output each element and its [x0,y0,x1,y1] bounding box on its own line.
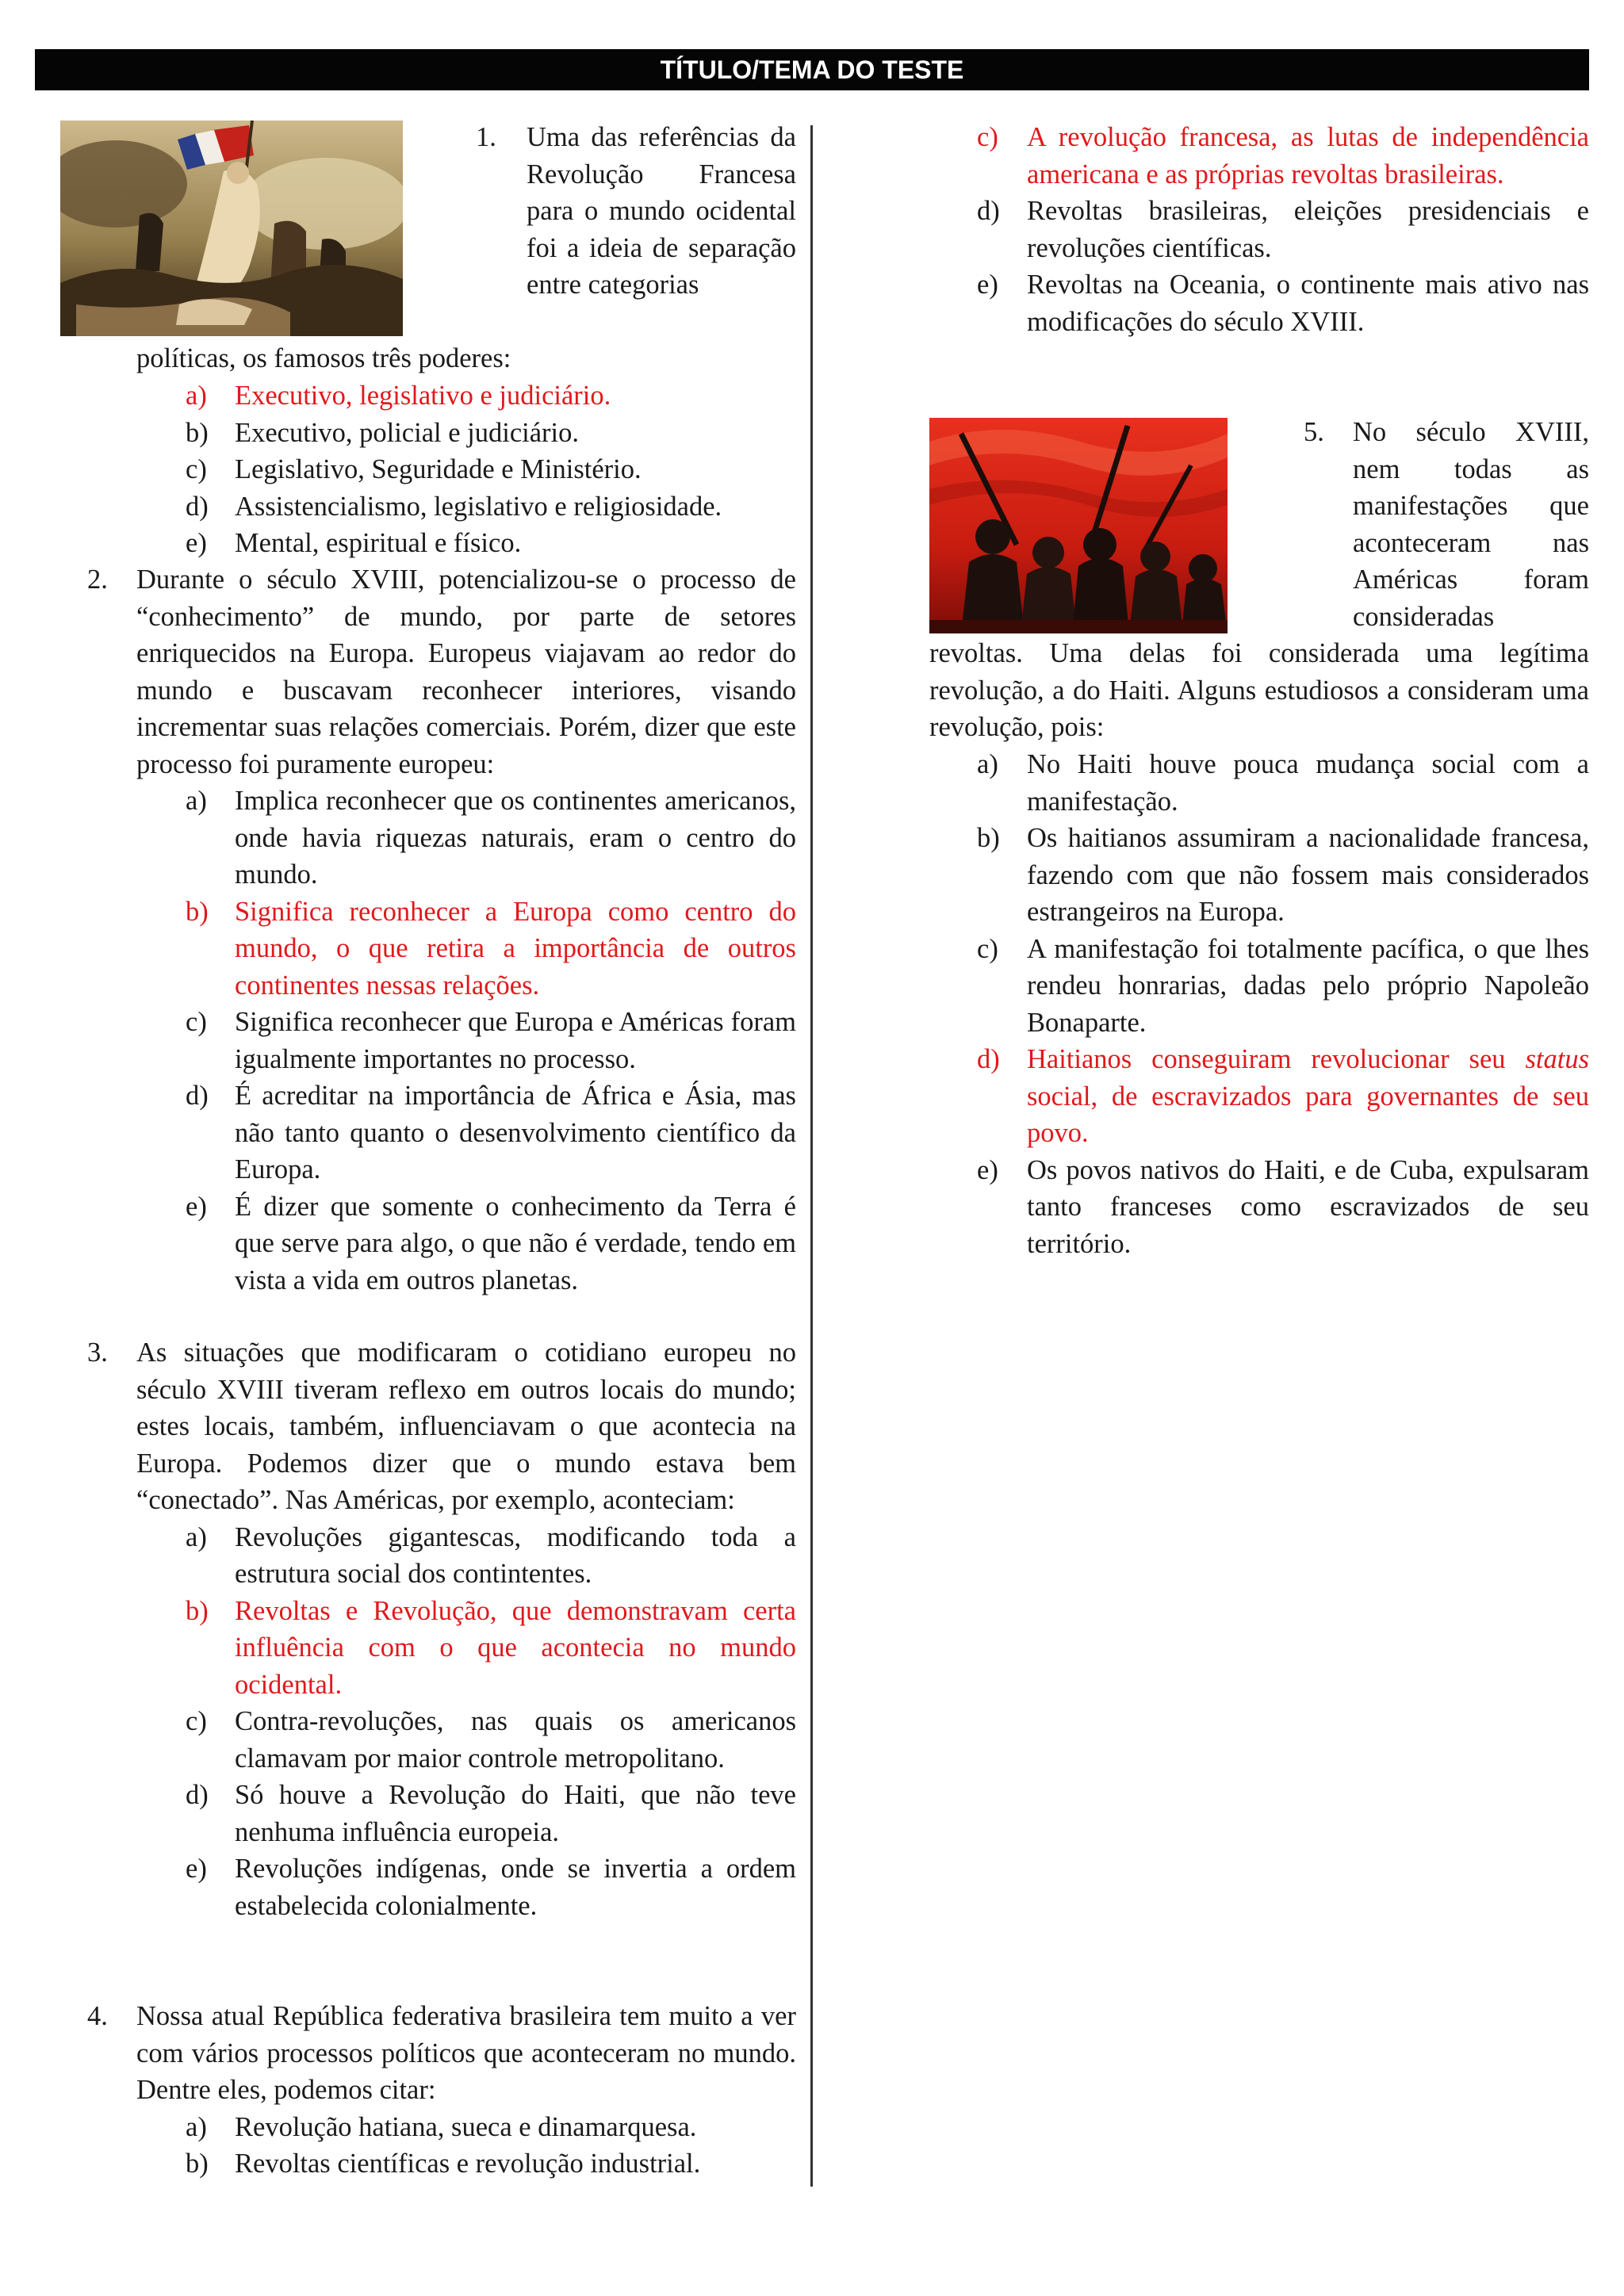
question-5-text-tail [929,635,1589,746]
page-title: TÍTULO/TEMA DO TESTE [660,55,964,84]
question-2-option-a [87,783,796,894]
question-1-number: 1. [476,122,496,152]
question-1-option-b [87,415,796,452]
option-letter: c) [186,1706,207,1736]
option-letter: a) [186,1521,207,1552]
question-1-options [87,377,796,562]
option-text: A manifestação foi totalmente pacífica, o que lhes rendeu honrarias, dadas pelo próprio Napoleão Bonaparte. [1027,933,1589,1038]
question-4-option-e [929,266,1589,340]
option-letter: e) [186,1191,207,1222]
question-4-continued [929,119,1589,340]
page-header [35,49,1589,90]
option-text: Executivo, policial e judiciário. [235,417,579,448]
question-1-text-tail [136,340,796,377]
question-4-stem [87,1998,796,2109]
question-2-option-c [87,1004,796,1077]
option-text: Assistencialismo, legislativo e religiosidade. [235,491,722,522]
option-letter: e) [977,1154,998,1185]
question-1-option-d [87,488,796,526]
question-2-option-d [87,1077,796,1188]
question-4-text: Nossa atual República federativa brasileira tem muito a ver com vários processos políticos que aconteceram no mundo. Dentre eles, podemos citar: [136,2001,796,2105]
option-text: Os haitianos assumiram a nacionalidade francesa, fazendo com que não fossem mais considerados estrangeiros na Europa. [1027,823,1589,927]
question-4-option-c [929,119,1589,193]
option-text: Revoltas e Revolução, que demonstravam certa influência com o que acontecia no mundo ocidental. [235,1595,796,1700]
question-2-option-b [87,894,796,1004]
option-letter: c) [186,1007,207,1037]
question-5-text-top [1353,414,1589,635]
question-3 [87,1334,796,1924]
option-text: No Haiti houve pouca mudança social com a manifestação. [1027,749,1589,817]
option-letter: c) [977,122,998,152]
option-letter: c) [977,933,998,964]
question-1-option-c [87,451,796,488]
question-5-text-part: revoltas. Uma delas foi considerada uma legítima revolução, a do Haiti. Alguns estudiosos a consideram uma revolução, pois: [929,638,1589,742]
option-letter: d) [186,1081,209,1111]
question-2-stem [87,561,796,783]
question-3-option-c [87,1703,796,1777]
question-5-text-part: No século XVIII, nem todas as manifestações que aconteceram nas Américas foram consideradas [1353,417,1589,632]
option-text: Revolução hatiana, sueca e dinamarquesa. [235,2111,697,2142]
question-3-option-b [87,1593,796,1704]
option-text: Revoluções gigantescas, modificando toda a estrutura social dos contintentes. [235,1521,796,1589]
question-4-number: 4. [87,2001,108,2031]
option-text: É acreditar na importância de África e Ásia, mas não tanto quanto o desenvolvimento científico da Europa. [235,1081,796,1184]
question-5-option-b [929,820,1589,931]
question-3-text: As situações que modificaram o cotidiano europeu no século XVIII tiveram reflexo em outros locais do mundo; estes locais, também, influenciavam o que acontecia na Europa. Podemos dizer que o mundo estava bem “conectado”. Nas Américas, por exemplo, aconteciam: [136,1337,796,1515]
option-text: Mental, espiritual e físico. [235,528,522,558]
question-4-option-d [929,193,1589,266]
option-text: Os povos nativos do Haiti, e de Cuba, expulsaram tanto franceses como escravizados de seu território. [1027,1154,1589,1259]
option-text: Executivo, legislativo e judiciário. [235,381,611,411]
question-3-option-d [87,1777,796,1850]
option-text: social, de escravizados para governantes de seu povo. [1027,1081,1589,1148]
option-letter: c) [186,454,207,484]
option-letter: d) [977,196,1000,226]
question-1-option-a [87,377,796,415]
option-letter: b) [186,2149,209,2179]
question-4-option-a [87,2109,796,2146]
option-text: Revoltas científicas e revolução industrial. [235,2149,701,2179]
option-letter: e) [977,270,998,300]
option-text: Significa reconhecer a Europa como centro do mundo, o que retira a importância de outros continentes nessas relações. [235,896,796,1001]
option-letter: b) [977,823,1000,853]
option-text: Legislativo, Seguridade e Ministério. [235,454,642,484]
option-text: Revoltas brasileiras, eleições presidenciais e revoluções científicas. [1027,196,1589,263]
question-2-option-e [87,1188,796,1299]
option-letter: e) [186,528,207,558]
option-letter: a) [186,2111,207,2142]
liberty-leading-painting [60,121,403,336]
option-letter: d) [977,1044,1000,1074]
question-4 [87,1998,796,2183]
question-2 [87,561,796,1299]
option-letter: b) [186,1595,209,1626]
option-letter: a) [186,381,207,411]
question-5-options [929,746,1589,1262]
option-text: Haitianos conseguiram revolucionar seu [1027,1044,1526,1074]
option-letter: a) [977,749,998,779]
question-5-number: 5. [1304,417,1324,447]
question-5-option-c [929,931,1589,1042]
question-2-text: Durante o século XVIII, potencializou-se o processo de “conhecimento” de mundo, por parte de setores enriquecidos na Europa. Europeus viajavam ao redor do mundo e buscavam reconhecer interiores, visando incrementar suas relações comerciais. Porém, dizer que este processo foi puramente europeu: [136,564,796,779]
option-text: Significa reconhecer que Europa e Américas foram igualmente importantes no processo. [235,1007,796,1074]
haitian-revolution-image [929,418,1228,633]
option-text-italic: status [1525,1044,1589,1074]
column-divider [810,125,813,2187]
question-5-option-a [929,746,1589,820]
option-text: Só houve a Revolução do Haiti, que não teve nenhuma influência europeia. [235,1780,796,1847]
question-4-option-b [87,2145,796,2183]
question-5-option-d [929,1041,1589,1152]
question-3-option-a [87,1519,796,1593]
option-text: Implica reconhecer que os continentes americanos, onde havia riquezas naturais, eram o centro do mundo. [235,786,796,890]
option-letter: d) [186,491,209,522]
option-text: É dizer que somente o conhecimento da Terra é que serve para algo, o que não é verdade, tendo em vista a vida em outros planetas. [235,1191,796,1295]
option-text: Contra-revoluções, nas quais os americanos clamavam por maior controle metropolitano. [235,1706,796,1774]
option-text: A revolução francesa, as lutas de independência americana e as próprias revoltas brasileiras. [1027,122,1589,189]
option-letter: b) [186,896,209,927]
question-3-stem [87,1334,796,1519]
question-3-option-e [87,1850,796,1924]
option-letter: b) [186,417,209,448]
question-1-text-part: Uma das referências da Revolução Francesa para o mundo ocidental foi a ideia de separação entre categorias [527,122,796,300]
question-1-text-part: políticas, os famosos três poderes: [136,343,511,373]
question-1-text-top [527,119,796,304]
question-5-option-e [929,1152,1589,1263]
question-3-number: 3. [87,1337,108,1368]
option-text: Revoluções indígenas, onde se invertia a ordem estabelecida colonialmente. [235,1854,796,1921]
option-letter: d) [186,1780,209,1810]
option-letter: a) [186,786,207,816]
option-letter: e) [186,1854,207,1884]
option-text: Revoltas na Oceania, o continente mais ativo nas modificações do século XVIII. [1027,270,1589,337]
question-1-option-e [87,525,796,562]
question-2-number: 2. [87,564,108,595]
